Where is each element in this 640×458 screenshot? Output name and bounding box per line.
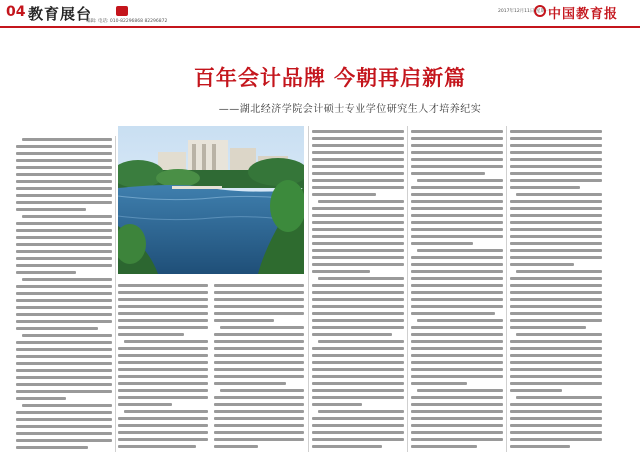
text-column-3 xyxy=(214,282,304,452)
text-column-5 xyxy=(411,128,503,452)
section-title: 教育展台 xyxy=(28,5,93,23)
text-column-2 xyxy=(118,282,208,452)
newspaper-name: 中国教育报 xyxy=(548,7,619,22)
section-badge-icon xyxy=(116,6,128,16)
text-column-6 xyxy=(510,128,602,452)
editors-line: 编辑: 电话: 010-82296868 82296872 xyxy=(86,19,168,24)
campus-lake-photo xyxy=(118,126,304,274)
campus-photo-graphic xyxy=(118,126,304,274)
text-column-1 xyxy=(16,136,112,452)
column-divider xyxy=(506,126,507,452)
page-header xyxy=(0,0,640,28)
column-divider xyxy=(407,126,408,452)
article-subheadline: ——湖北经济学院会计硕士专业学位研究生人才培养纪实 xyxy=(218,104,482,115)
publication-date: 2017年12月11日 星期一 xyxy=(498,9,550,14)
article-headline: 百年会计品牌 今朝再启新篇 xyxy=(193,65,467,90)
page-number: 04 xyxy=(6,4,26,20)
column-divider xyxy=(308,126,309,452)
column-divider xyxy=(115,136,116,452)
text-column-4 xyxy=(312,128,404,452)
newspaper-logo-icon xyxy=(534,5,546,17)
header-rule xyxy=(0,26,640,28)
